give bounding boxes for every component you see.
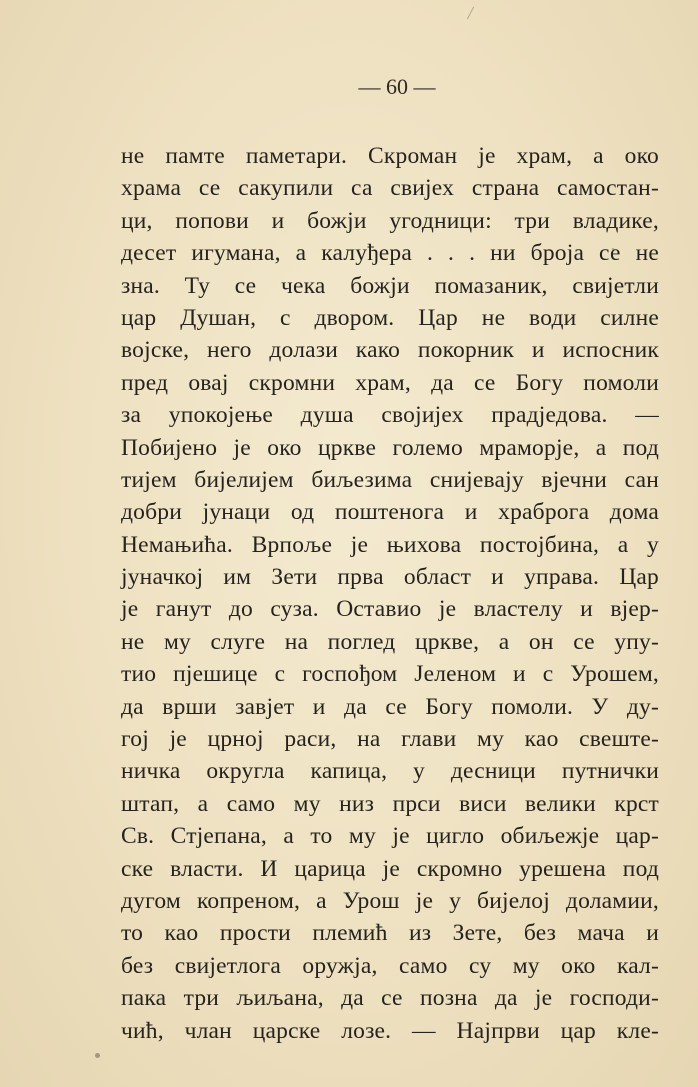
text-line: ничка округла капица, у десници путнички	[121, 758, 659, 785]
text-line: то као прости племић из Зете, без мача и	[121, 920, 659, 947]
text-line: јуначкој им Зети прва област и управа. Цар	[121, 564, 659, 591]
text-line: пред овај скромни храм, да се Богу помоли	[121, 369, 659, 396]
paper-scratch	[467, 7, 474, 20]
text-line: зна. Ту се чека божји помазаник, свијетли	[121, 272, 659, 299]
text-line: без свијетлога оружја, само су му око кал-	[121, 952, 659, 979]
text-line: десет игумана, а калуђера . . . ни броја се не	[121, 240, 659, 267]
text-line: добри јунаци од поштенога и храброга дома	[121, 499, 659, 526]
text-line: је ганут до суза. Оставио је властелу и вјер-	[121, 596, 659, 623]
text-line: пака три љиљана, да се позна да је господи-	[121, 985, 659, 1012]
paper-speck	[95, 1053, 100, 1058]
text-line: дугом копреном, а Урош је у бијелој доламии,	[121, 887, 659, 914]
text-line: тијем бијелијем биљезима снијевају вјечни сан	[121, 466, 659, 493]
text-line: гој је црној раси, на глави му као свеште-	[121, 726, 659, 753]
text-line: штап, а само му низ прси виси велики крст	[121, 790, 659, 817]
text-line: тио пјешице с госпођом Јеленом и с Урошем,	[121, 661, 659, 688]
text-line: цар Душан, с двором. Цар не води силне	[121, 304, 659, 331]
text-line: Немањића. Врпоље је њихова постојбина, а у	[121, 531, 659, 558]
text-line: чић, члан царске лозе. — Најпрви цар кле-	[121, 1017, 659, 1044]
text-line: ске власти. И царица је скромно урешена под	[121, 855, 659, 882]
page-number: — 60 —	[358, 74, 436, 99]
text-line: храма се сакупили са свијех страна самостан-	[121, 175, 659, 202]
text-line: да врши завјет и да се Богу помоли. У ду-	[121, 693, 659, 720]
text-line: за упокојење душа својијех прадједова. —	[121, 402, 659, 429]
text-line: Побијено је око цркве големо мраморје, а под	[121, 434, 659, 461]
text-line: не му слуге на поглед цркве, а он се упу-	[121, 628, 659, 655]
text-line: ци, попови и божји угодници: три владике,	[121, 207, 659, 234]
text-line: војске, него долази како покорник и испосник	[121, 337, 659, 364]
text-line: Св. Стјепана, а то му је цигло обиљежје цар-	[121, 823, 659, 850]
body-text	[121, 140, 659, 1047]
text-line: не памте паметари. Скроман је храм, а око	[121, 143, 659, 169]
